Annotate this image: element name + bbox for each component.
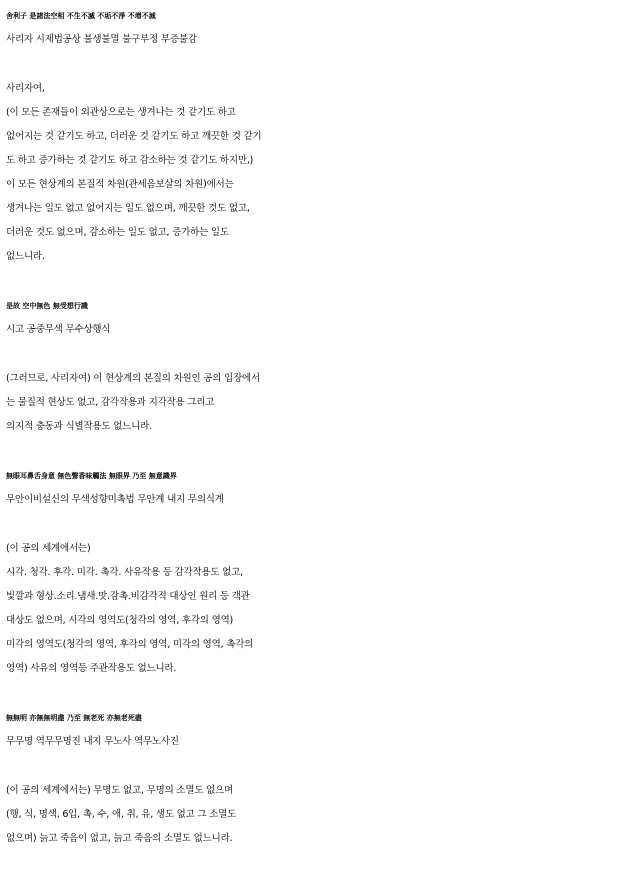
paragraph-spacer	[6, 439, 618, 464]
explanation-line: 영역) 사유의 영역등 주관작용도 없느니라.	[6, 663, 177, 674]
paragraph-spacer	[6, 681, 618, 706]
explanation-line: (그러므로, 사리자여) 이 현상계의 본질의 차원인 공의 입장에서	[6, 373, 260, 384]
explanation-line: 는 물질적 현상도 없고, 감각작용과 지각작용 그리고	[6, 397, 215, 408]
explanation-line: 대상도 없으며, 시각의 영역도(청각의 영역, 후각의 영역)	[6, 615, 234, 626]
explanation-line: (이 공의 세계에서는)	[6, 543, 91, 554]
paragraph-spacer	[6, 342, 618, 367]
hanja-verse: 是故 空中無色 無受想行識	[6, 301, 88, 310]
explanation-line: 도 하고 증가하는 것 같기도 하고 감소하는 것 같기도 하지만,)	[6, 155, 254, 166]
korean-reading: 시고 공중무색 무수상행식	[6, 324, 111, 335]
explanation-line: 시각. 청각. 후각. 미각. 촉각. 사유작용 등 감각작용도 없고,	[6, 567, 243, 578]
explanation-line: 없으며) 늙고 죽음이 없고, 늙고 죽음의 소멸도 없느니라.	[6, 833, 233, 844]
hanja-verse: 舍利子 是諸法空相 不生不滅 不垢不淨 不增不減	[6, 11, 156, 20]
explanation-line: (이 모든 존재들이 외관상으로는 생겨나는 것 같기도 하고	[6, 107, 236, 118]
explanation-line: (행, 식, 명색, 6입, 촉, 수, 애, 취, 유, 생도 없고 그 소멸도	[6, 809, 237, 820]
paragraph-spacer	[6, 269, 618, 294]
explanation-line: 미각의 영역도(청각의 영역, 후각의 영역, 미각의 영역, 촉각의	[6, 639, 254, 650]
explanation-line: 없느니라.	[6, 251, 45, 262]
hanja-verse: 無眼耳鼻舌身意 無色聲香味觸法 無眼界 乃至 無意識界	[6, 471, 177, 480]
paragraph-spacer	[6, 512, 618, 537]
explanation-line: 생겨나는 일도 없고 없어지는 일도 없으며, 깨끗한 것도 없고,	[6, 203, 250, 214]
korean-reading: 무안이비설신의 무색성향미촉법 무안계 내지 무의식계	[6, 494, 224, 505]
korean-reading: 무무명 역무무명진 내지 무노사 역무노사진	[6, 736, 179, 747]
explanation-line: (이 공의 세계에서는) 무명도 없고, 무명의 소멸도 없으며	[6, 785, 234, 796]
explanation-line: 더러운 것도 없으며, 감소하는 일도 없고, 증가하는 일도	[6, 227, 229, 238]
korean-reading: 사리자 시제법공상 불생불멸 불구부정 부증불감	[6, 34, 197, 45]
paragraph-spacer	[6, 754, 618, 779]
explanation-line: 의지적 충동과 식별작용도 없느니라.	[6, 421, 152, 432]
paragraph-spacer	[6, 52, 618, 77]
explanation-line: 없어지는 것 같기도 하고, 더러운 것 같기도 하고 깨끗한 것 같기	[6, 131, 262, 142]
explanation-line: 빛깔과 형상.소리.냄새.맛.감촉.비감각적 대상인 원리 등 객관	[6, 591, 250, 602]
explanation-line: 이 모든 현상계의 본질적 차원(관세음보살의 차원)에서는	[6, 179, 234, 190]
hanja-verse: 無無明 亦無無明盡 乃至 無老死 亦無老死盡	[6, 713, 142, 722]
explanation-line: 사리자여,	[6, 83, 45, 94]
